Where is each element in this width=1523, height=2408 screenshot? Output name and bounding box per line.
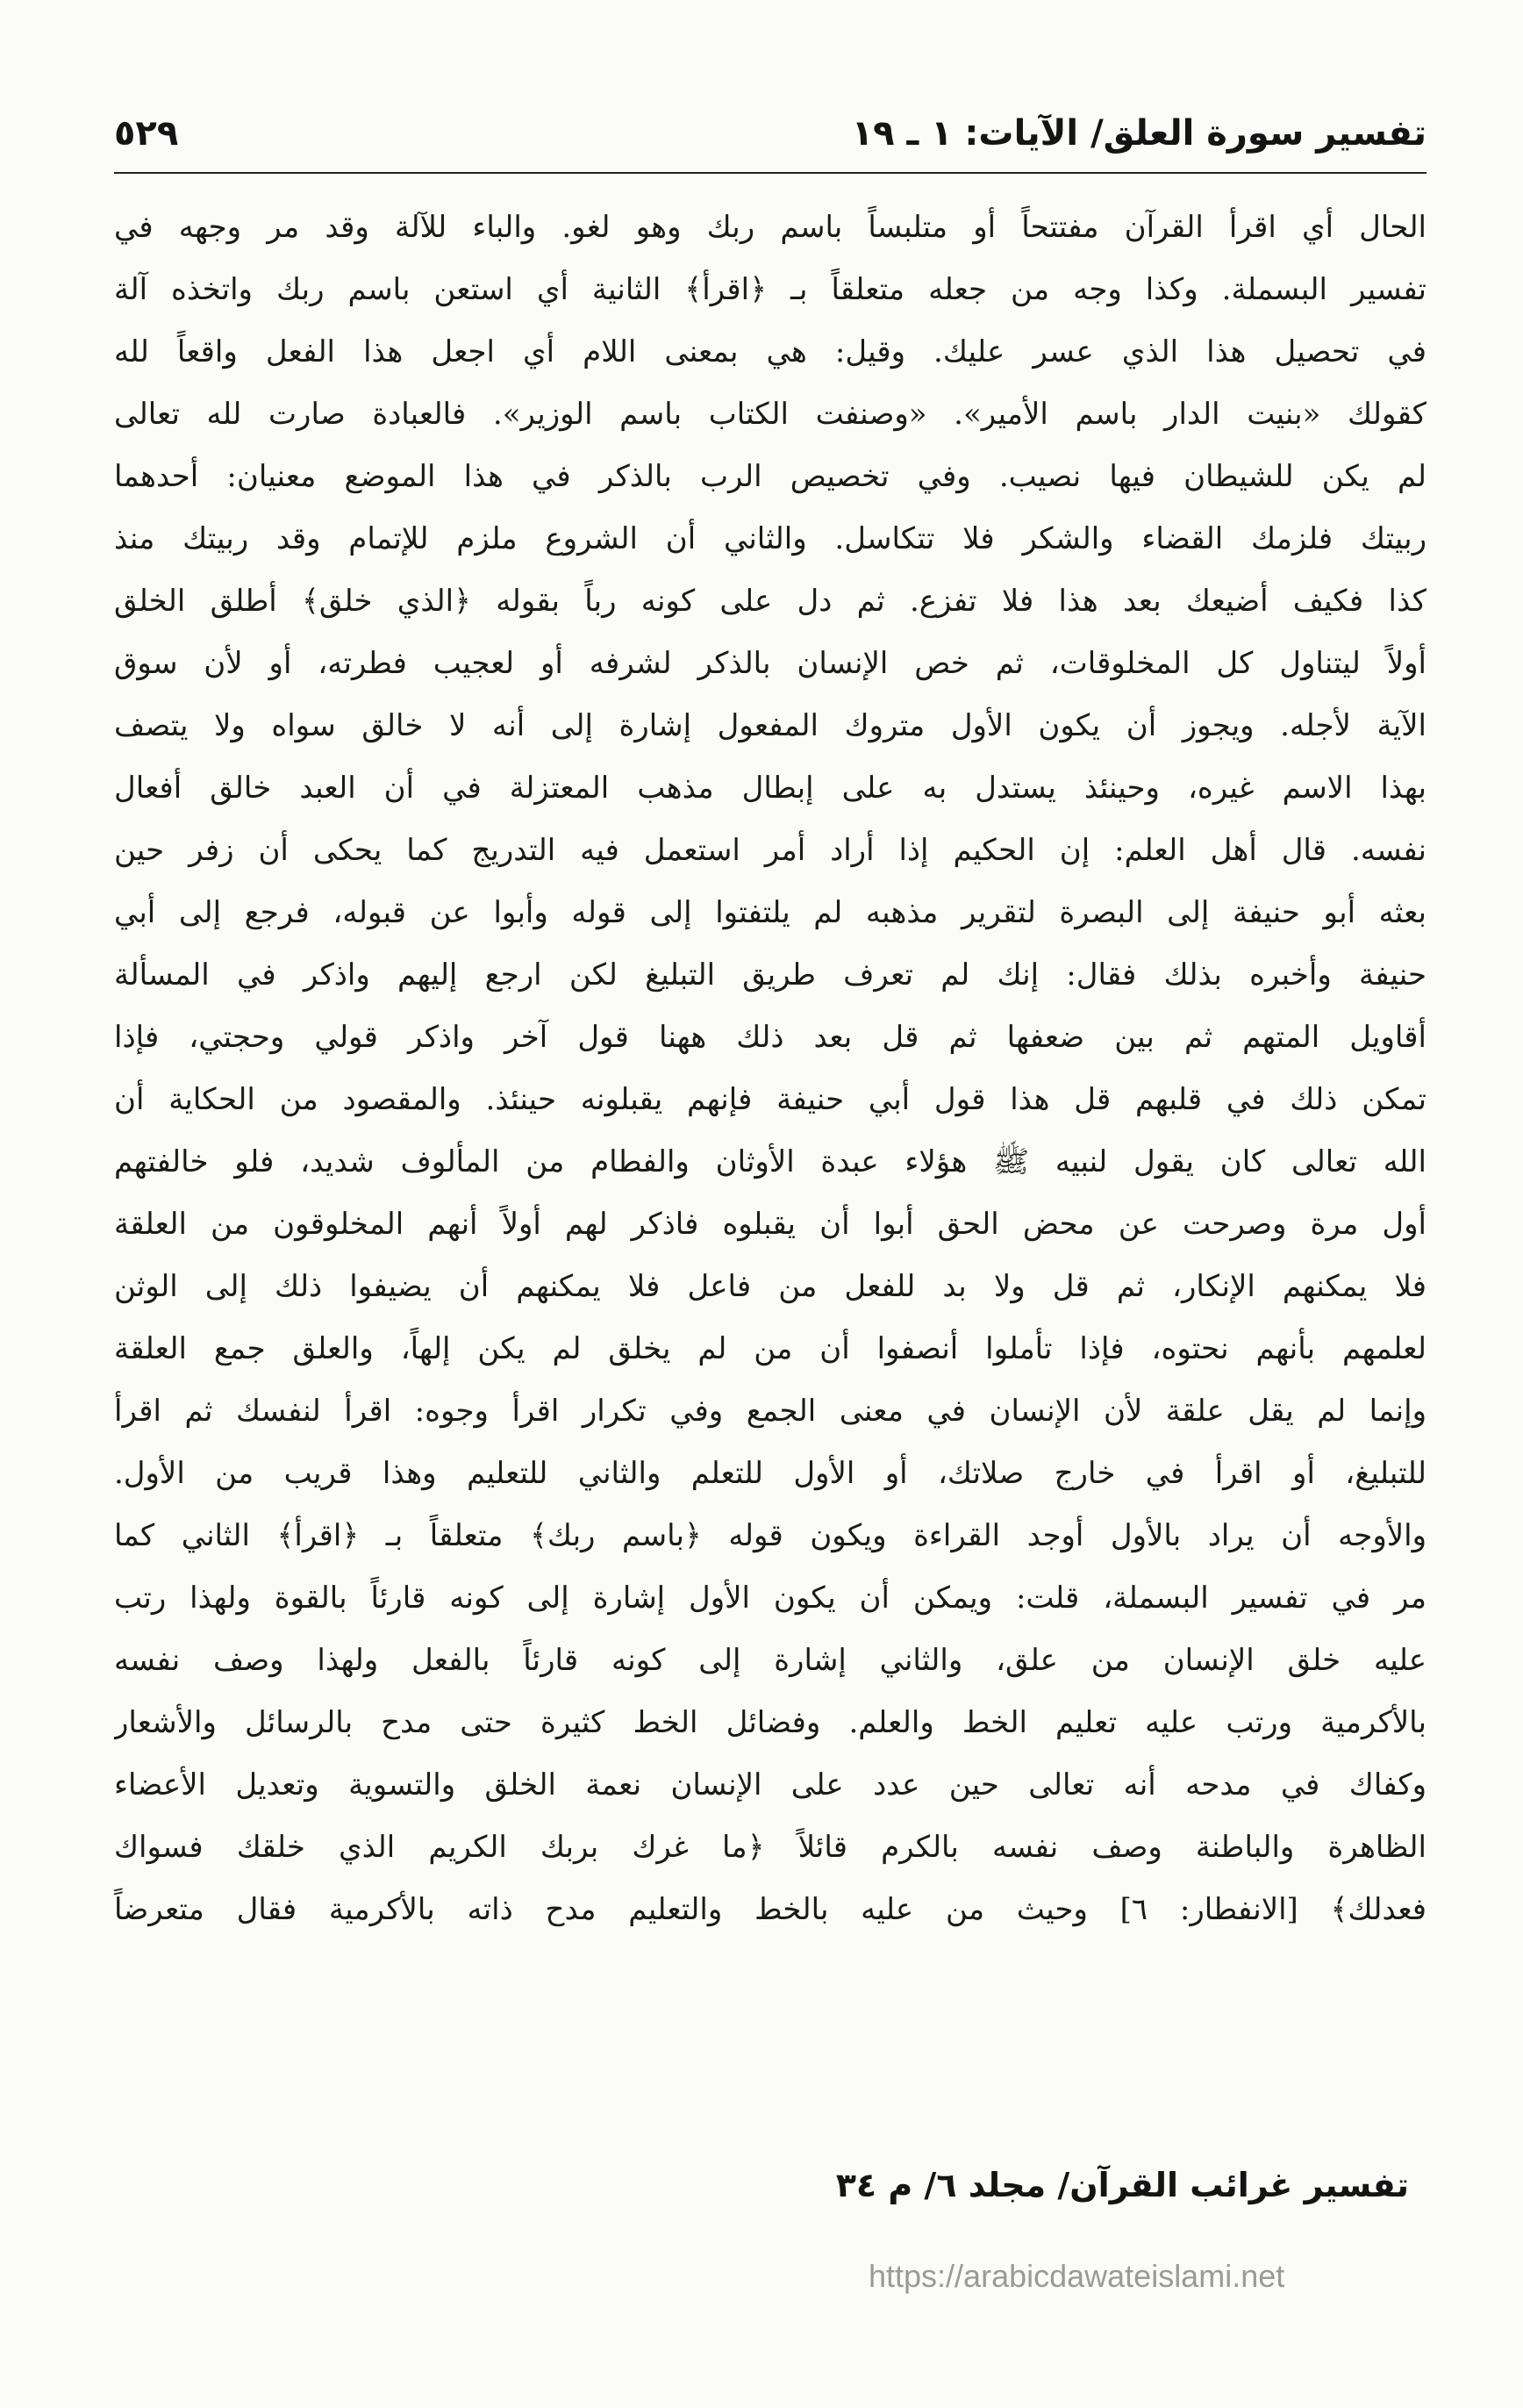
text-line: مر في تفسير البسملة، قلت: ويمكن أن يكون الأول إشارة إلى كونه قارئاً بالقوة ولهذا رتب <box>114 1580 1426 1616</box>
text-line: أولاً ليتناول كل المخلوقات، ثم خص الإنسان بالذكر لشرفه أو لعجيب فطرته، أو لأن سوق <box>114 646 1426 681</box>
text-line: أول مرة وصرحت عن محض الحق أبوا أن يقبلوه فاذكر لهم أولاً أنهم المخلوقون من العلقة <box>114 1207 1426 1242</box>
text-line: عليه خلق الإنسان من علق، والثاني إشارة إلى كونه قارئاً بالفعل ولهذا وصف نفسه <box>114 1643 1426 1678</box>
text-line: في تحصيل هذا الذي عسر عليك. وقيل: هي بمعنى اللام أي اجعل هذا الفعل واقعاً لله <box>114 334 1426 369</box>
text-line: فعدلك﴾ [الانفطار: ٦] وحيث من عليه بالخط والتعليم مدح ذاته بالأكرمية فقال متعرضاً <box>114 1892 1426 1927</box>
text-line: أقاويل المتهم ثم بين ضعفها ثم قل بعد ذلك ههنا قول آخر واذكر قولي وحجتي، فإذا <box>114 1020 1426 1055</box>
text-line: الظاهرة والباطنة وصف نفسه بالكرم قائلاً ﴿ما غرك بربك الكريم الذي خلقك فسواك <box>114 1830 1426 1865</box>
page-header <box>114 104 1426 165</box>
text-line: بعثه أبو حنيفة إلى البصرة لتقرير مذهبه لم يلتفتوا إلى قوله وأبوا عن قبوله، فرجع إلى أبي <box>114 895 1426 930</box>
text-line: كقولك «بنيت الدار باسم الأمير». «وصنفت الكتاب باسم الوزير». فالعبادة صارت لله تعالى <box>114 397 1426 432</box>
running-title: تفسير سورة العلق/ الآيات: ١ ـ ١٩ <box>851 113 1426 154</box>
text-line: وكفاك في مدحه أنه تعالى حين عدد على الإنسان نعمة الخلق والتسوية وتعديل الأعضاء <box>114 1767 1426 1802</box>
text-line: وإنما لم يقل علقة لأن الإنسان في معنى الجمع وفي تكرار اقرأ وجوه: اقرأ لنفسك ثم اقرأ <box>114 1394 1426 1429</box>
text-line: تمكن ذلك في قلبهم قل هذا قول أبي حنيفة فإنهم يقبلونه حينئذ. والمقصود من الحكاية أن <box>114 1082 1426 1117</box>
text-line: الآية لأجله. ويجوز أن يكون الأول متروك المفعول إشارة إلى أنه لا خالق سواه ولا يتصف <box>114 708 1426 743</box>
text-line: الله تعالى كان يقول لنبيه ﷺ هؤلاء عبدة الأوثان والفطام من المألوف شديد، فلو خالفتهم <box>114 1144 1426 1179</box>
footer-book-title: تفسير غرائب القرآن/ مجلد ٦/ م ٣٤ <box>835 2166 1409 2204</box>
body-text <box>114 197 1426 1941</box>
text-line: فلا يمكنهم الإنكار، ثم قل ولا بد للفعل من فاعل فلا يمكنهم أن يضيفوا ذلك إلى الوثن <box>114 1269 1426 1304</box>
text-line: لعلمهم بأنهم نحتوه، فإذا تأملوا أنصفوا أن من لم يخلق لم يكن إلهاً، والعلق جمع العلقة <box>114 1331 1426 1366</box>
text-line: تفسير البسملة. وكذا وجه من جعله متعلقاً بـ ﴿اقرأ﴾ الثانية أي استعن باسم ربك واتخذه آلة <box>114 272 1426 307</box>
text-line: بهذا الاسم غيره، وحينئذ يستدل به على إبطال مذهب المعتزلة في أن العبد خالق أفعال <box>114 770 1426 806</box>
text-line: والأوجه أن يراد بالأول أوجد القراءة ويكون قوله ﴿باسم ربك﴾ متعلقاً بـ ﴿اقرأ﴾ الثاني كما <box>114 1518 1426 1553</box>
header-divider <box>114 172 1426 174</box>
text-line: كذا فكيف أضيعك بعد هذا فلا تفزع. ثم دل على كونه رباً بقوله ﴿الذي خلق﴾ أطلق الخلق <box>114 584 1426 619</box>
text-line: ربيتك فلزمك القضاء والشكر فلا تتكاسل. والثاني أن الشروع ملزم للإتمام وقد ربيتك منذ <box>114 521 1426 556</box>
text-line: حنيفة وأخبره بذلك فقال: إنك لم تعرف طريق التبليغ لكن ارجع إليهم واذكر في المسألة <box>114 957 1426 993</box>
text-line: الحال أي اقرأ القرآن مفتتحاً أو متلبساً باسم ربك وهو لغو. والباء للآلة وقد مر وجهه في <box>114 210 1426 245</box>
watermark-url: https://arabicdawateislami.net <box>869 2258 1285 2294</box>
page-number: ٥٢٩ <box>114 113 179 154</box>
text-line: للتبليغ، أو اقرأ في خارج صلاتك، أو الأول للتعلم والثاني للتعليم وهذا قريب من الأول. <box>114 1456 1426 1491</box>
text-line: نفسه. قال أهل العلم: إن الحكيم إذا أراد أمر استعمل فيه التدريج كما يحكى أن زفر حين <box>114 833 1426 868</box>
text-line: لم يكن للشيطان فيها نصيب. وفي تخصيص الرب بالذكر في هذا الموضع معنيان: أحدهما <box>114 459 1426 494</box>
text-line: بالأكرمية ورتب عليه تعليم الخط والعلم. وفضائل الخط كثيرة حتى مدح بالرسائل والأشعار <box>114 1705 1426 1740</box>
